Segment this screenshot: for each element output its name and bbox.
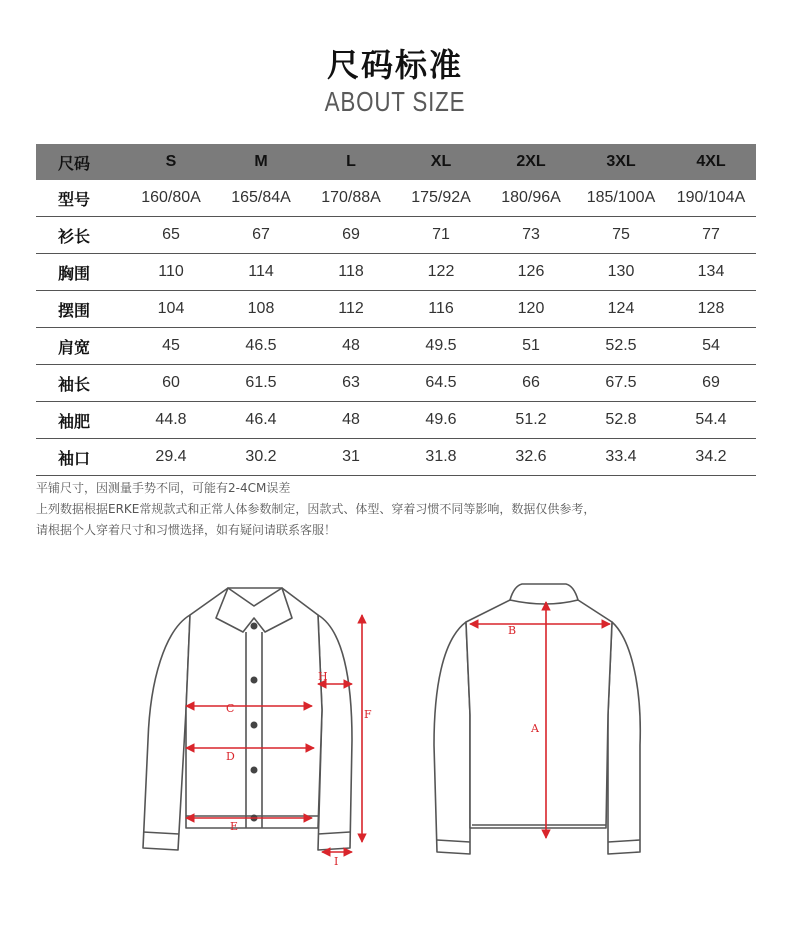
size-cell: 60 <box>126 365 216 402</box>
size-header-cell: L <box>306 144 396 180</box>
size-cell: 33.4 <box>576 439 666 476</box>
size-row-label: 袖肥 <box>36 402 126 439</box>
label-i: I <box>334 855 339 868</box>
size-cell: 114 <box>216 254 306 291</box>
size-cell: 170/88A <box>306 180 396 217</box>
size-cell: 69 <box>306 217 396 254</box>
size-cell: 44.8 <box>126 402 216 439</box>
size-cell: 175/92A <box>396 180 486 217</box>
measurement-diagram <box>0 560 790 925</box>
size-cell: 65 <box>126 217 216 254</box>
note-line: 请根据个人穿着尺寸和习惯选择，如有疑问请联系客服！ <box>36 523 337 537</box>
size-row <box>36 402 756 439</box>
size-cell: 64.5 <box>396 365 486 402</box>
size-notes <box>36 478 756 541</box>
size-cell: 120 <box>486 291 576 328</box>
size-row <box>36 439 756 476</box>
label-a: A <box>531 722 539 735</box>
label-f: F <box>364 708 372 721</box>
button-dot <box>251 722 258 729</box>
size-cell: 49.5 <box>396 328 486 365</box>
size-cell: 67 <box>216 217 306 254</box>
size-cell: 128 <box>666 291 756 328</box>
size-row-label: 胸围 <box>36 254 126 291</box>
size-cell: 110 <box>126 254 216 291</box>
button-dot <box>251 767 258 774</box>
size-header-cell: XL <box>396 144 486 180</box>
size-cell: 124 <box>576 291 666 328</box>
size-cell: 67.5 <box>576 365 666 402</box>
size-header-cell: 3XL <box>576 144 666 180</box>
size-cell: 61.5 <box>216 365 306 402</box>
size-cell: 118 <box>306 254 396 291</box>
size-cell: 126 <box>486 254 576 291</box>
size-cell: 48 <box>306 402 396 439</box>
size-row-label: 摆围 <box>36 291 126 328</box>
size-cell: 134 <box>666 254 756 291</box>
label-b: B <box>508 624 517 637</box>
size-cell: 46.5 <box>216 328 306 365</box>
size-row <box>36 180 756 217</box>
size-header-cell: S <box>126 144 216 180</box>
size-cell: 165/84A <box>216 180 306 217</box>
label-h: H <box>318 670 328 683</box>
size-row <box>36 328 756 365</box>
size-header-cell: 2XL <box>486 144 576 180</box>
jacket-front-illustration <box>143 588 352 850</box>
size-cell: 31 <box>306 439 396 476</box>
size-cell: 104 <box>126 291 216 328</box>
size-cell: 160/80A <box>126 180 216 217</box>
size-row-label: 袖长 <box>36 365 126 402</box>
size-chart-table <box>36 144 756 476</box>
size-cell: 34.2 <box>666 439 756 476</box>
size-row-label: 衫长 <box>36 217 126 254</box>
size-cell: 75 <box>576 217 666 254</box>
size-row <box>36 254 756 291</box>
size-cell: 130 <box>576 254 666 291</box>
size-row-label: 袖口 <box>36 439 126 476</box>
label-e: E <box>230 820 239 833</box>
size-cell: 45 <box>126 328 216 365</box>
size-cell: 30.2 <box>216 439 306 476</box>
size-cell: 52.5 <box>576 328 666 365</box>
size-cell: 108 <box>216 291 306 328</box>
size-cell: 54.4 <box>666 402 756 439</box>
size-cell: 29.4 <box>126 439 216 476</box>
note-line: 上列数据根据ERKE常规款式和正常人体参数制定，因款式、体型、穿着习惯不同等影响，数据仅供参考， <box>36 502 596 516</box>
size-header-cell: 4XL <box>666 144 756 180</box>
size-cell: 190/104A <box>666 180 756 217</box>
size-cell: 54 <box>666 328 756 365</box>
size-cell: 69 <box>666 365 756 402</box>
size-cell: 49.6 <box>396 402 486 439</box>
size-cell: 71 <box>396 217 486 254</box>
size-cell: 51 <box>486 328 576 365</box>
size-cell: 32.6 <box>486 439 576 476</box>
size-row-label: 型号 <box>36 180 126 217</box>
size-cell: 63 <box>306 365 396 402</box>
size-cell: 66 <box>486 365 576 402</box>
page-title: 尺码标准 <box>326 46 463 84</box>
size-header-corner: 尺码 <box>36 144 126 180</box>
size-cell: 180/96A <box>486 180 576 217</box>
size-cell: 52.8 <box>576 402 666 439</box>
size-cell: 48 <box>306 328 396 365</box>
button-dot <box>251 677 258 684</box>
label-c: C <box>226 702 235 715</box>
note-line: 平铺尺寸，因测量手势不同，可能有2-4CM误差 <box>36 481 291 495</box>
size-cell: 116 <box>396 291 486 328</box>
size-cell: 51.2 <box>486 402 576 439</box>
button-dot <box>251 623 258 630</box>
size-cell: 112 <box>306 291 396 328</box>
size-cell: 185/100A <box>576 180 666 217</box>
size-header-cell: M <box>216 144 306 180</box>
size-cell: 46.4 <box>216 402 306 439</box>
label-d: D <box>226 750 235 763</box>
size-cell: 77 <box>666 217 756 254</box>
size-cell: 122 <box>396 254 486 291</box>
size-cell: 31.8 <box>396 439 486 476</box>
size-row-label: 肩宽 <box>36 328 126 365</box>
size-row <box>36 291 756 328</box>
page-subtitle: ABOUT SIZE <box>324 86 466 117</box>
size-row <box>36 365 756 402</box>
size-cell: 73 <box>486 217 576 254</box>
size-header-row <box>36 144 756 180</box>
size-row <box>36 217 756 254</box>
